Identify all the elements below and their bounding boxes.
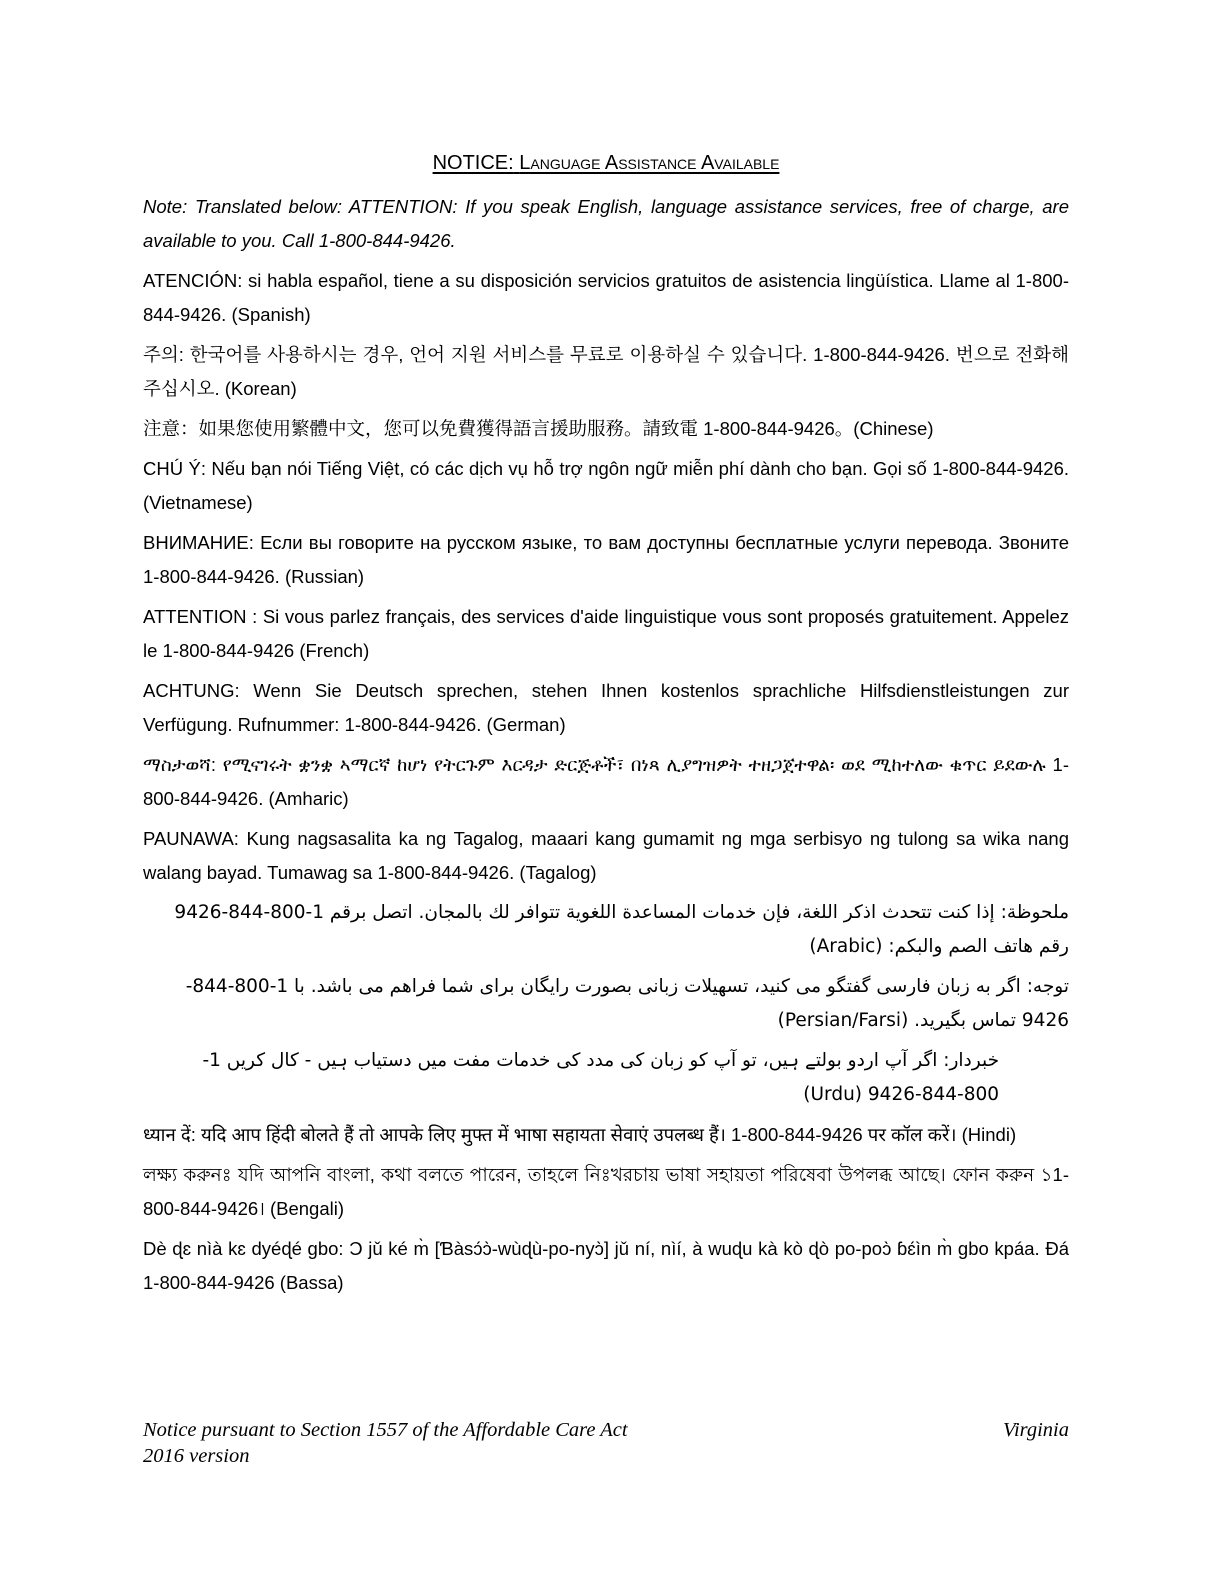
tagalog-notice: PAUNAWA: Kung nagsasalita ka ng Tagalog, maaari kang gumamit ng mga serbisyo ng tulong sa wika nang walang bayad. Tumawag sa 1-800-844-9426. (Tagalog) — [143, 828, 1069, 883]
notice-body — [143, 148, 1069, 1306]
arabic-notice: ملحوظة: إذا كنت تتحدث اذكر اللغة، فإن خدمات المساعدة اللغوية تتوافر لك بالمجان. اتصل برقم 1-800-844-9426 رقم هاتف الصم والبكم: (Arabic) — [174, 902, 1069, 957]
title-lead: NOTICE: — [432, 152, 514, 174]
persian-notice: توجه: اگر به زبان فارسی گفتگو می کنید، تسهیلات زبانی بصورت رایگان برای شما فراهم می باشد. با 1-800-844-9426 تماس بگیرید. (Persian/Farsi) — [185, 976, 1069, 1031]
title-rest: Language Assistance Available — [519, 152, 780, 174]
vietnamese-notice: CHÚ Ý: Nếu bạn nói Tiếng Việt, có các dịch vụ hỗ trợ ngôn ngữ miễn phí dành cho bạn. Gọi số 1-800-844-9426. (Vietnamese) — [143, 458, 1069, 513]
page-footer — [143, 1417, 1069, 1469]
hindi-notice: ध्यान दें: यदि आप हिंदी बोलते हैं तो आपके लिए मुफ्त में भाषा सहायता सेवाएं उपलब्ध हैं। 1-800-844-9426 पर कॉल करें। (Hindi) — [143, 1124, 1017, 1145]
bengali-notice: লক্ষ্য করুনঃ যদি আপনি বাংলা, কথা বলতে পারেন, তাহলে নিঃখরচায় ভাষা সহায়তা পরিষেবা উপলব্ধ আছে। ফোন করুন ১1-800-844-9426। (Bengali) — [143, 1164, 1069, 1219]
footer-act-citation: Notice pursuant to Section 1557 of the Affordable Care Act — [143, 1419, 628, 1441]
urdu-notice: خبردار: اگر آپ اردو بولتے ہیں، تو آپ کو زبان کی مدد کی خدمات مفت میں دستیاب ہیں - کال کریں 1-800-844-9426 (Urdu) — [202, 1050, 999, 1105]
german-notice: ACHTUNG: Wenn Sie Deutsch sprechen, stehen Ihnen kostenlos sprachliche Hilfsdienstleistungen zur Verfügung. Rufnummer: 1-800-844-9426. (German) — [143, 680, 1069, 735]
chinese-notice: 注意：如果您使用繁體中文，您可以免費獲得語言援助服務。請致電 1-800-844-9426。(Chinese) — [143, 418, 934, 439]
french-notice: ATTENTION : Si vous parlez français, des services d'aide linguistique vous sont proposés gratuitement. Appelez le 1-800-844-9426 (French) — [143, 606, 1069, 661]
russian-notice: ВНИМАНИЕ: Если вы говорите на русском языке, то вам доступны бесплатные услуги перевода. Звоните 1-800-844-9426. (Russian) — [143, 532, 1069, 587]
spanish-notice: ATENCIÓN: si habla español, tiene a su disposición servicios gratuitos de asistencia lingüística. Llame al 1-800-844-9426. (Spanish) — [143, 270, 1069, 325]
page-title — [143, 148, 1069, 178]
bassa-notice: Dè ɖɛ nìà kɛ dyéɖé gbo: Ɔ jǔ ké m̀ [Ɓàsɔ́ɔ̀-wùɖù-po-nyɔ̀] jǔ ní, nìí, à wuɖu kà kò ɖò po-poɔ̀ ɓɛ́ìn m̀ gbo kpáa. Ɖá 1-800-844-9426 (Bassa) — [143, 1238, 1069, 1293]
footer-state: Virginia — [1002, 1419, 1069, 1441]
korean-notice: 주의: 한국어를 사용하시는 경우, 언어 지원 서비스를 무료로 이용하실 수 있습니다. 1-800-844-9426. 번으로 전화해 주십시오. (Korean) — [143, 344, 1069, 399]
amharic-notice: ማስታወሻ: የሚናገሩት ቋንቋ ኣማርኛ ከሆነ የትርጉም እርዳታ ድርጅቶች፣ በነጻ ሊያግዝዎት ተዘጋጀተዋል፡ ወደ ሚከተለው ቁጥር ይደውሉ 1-800-844-9426. (Amharic) — [143, 754, 1069, 809]
footer-version: 2016 version — [143, 1445, 250, 1467]
english-note: Note: Translated below: ATTENTION: If you speak English, language assistance services, free of charge, are available to you. Call 1-800-844-9426. — [143, 196, 1069, 251]
